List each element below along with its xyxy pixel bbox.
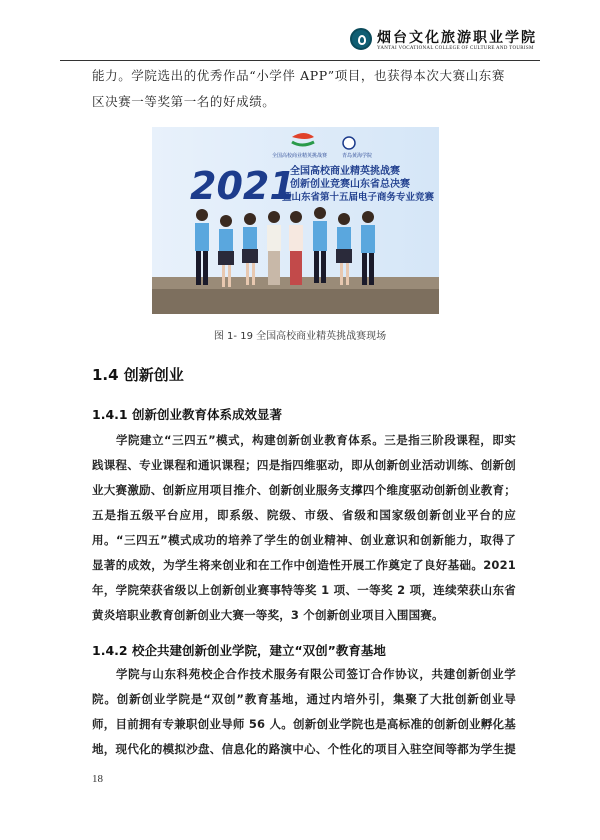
section-title: 1.4 创新创业 xyxy=(92,366,184,384)
subsection-1-paragraph: 学院建立“三四五”模式，构建创新创业教育体系。三是指三阶段课程，即实践课程、专业课程和通识课程；四是指四维驱动，即从创新创业活动训练、创新创业大赛激励、创新应用项目推介、创新创业服务支撑四个维度驱动创新创业教育；五是指五级平台应用，即系级、院级、市级、省级和国家级创新创业平台的应用。“三四五”模式成功的培养了学生的创业精神、创业意识和创新能力，取得了显著的成效，为学生将来创业和在工作中创造性开展工作奠定了良好基础。2021 年，学院荣获省级以上创新创业赛事特等奖 1 项、一等奖 2 项，连续荣获山东省黄炎培职业教育创新创业大赛一等奖，3 个创新创业项目入围国赛。 xyxy=(92,433,516,622)
subsection-1-title: 1.4.1 创新创业教育体系成效显著 xyxy=(92,407,282,422)
competition-photo xyxy=(152,127,439,314)
banner-line-3: 暨山东省第十五届电子商务专业竞赛 xyxy=(282,192,435,203)
banner-small-left: 全国高校商业精英挑战赛 xyxy=(272,153,328,159)
subsection-2-paragraph: 学院与山东科苑校企合作技术服务有限公司签订合作协议，共建创新创业学院。创新创业学院是“双创”教育基地，通过内培外引，集聚了大批创新创业导师，目前拥有专兼职创业导师 56 人。创新创业学院也是高标准的创新创业孵化基地，现代化的模拟沙盘、信息化的路演中心、个性化的项目入驻空间等都为学生提 xyxy=(92,667,516,756)
figure-caption: 图 1- 19 全国高校商业精英挑战赛现场 xyxy=(213,331,387,342)
school-name-cn: 烟台文化旅游职业学院 xyxy=(377,30,537,46)
page-header xyxy=(0,0,600,62)
subsection-2-title: 1.4.2 校企共建创新创业学院，建立“双创”教育基地 xyxy=(92,643,386,658)
banner-line-2: 创新创业竞赛山东省总决赛 xyxy=(290,179,410,190)
intro-paragraph: 能力。学院选出的优秀作品“小学伴 APP”项目，也获得本次大赛山东赛区决赛一等奖第一名的好成绩。 xyxy=(92,68,506,109)
school-name-en: YANTAI VOCATIONAL COLLEGE OF CULTURE AND TOURISM xyxy=(377,46,534,51)
page-number: 18 xyxy=(92,773,103,785)
school-logo-icon xyxy=(350,28,372,50)
banner-year: 2021 xyxy=(190,164,296,208)
header-divider xyxy=(60,60,540,61)
banner-small-right: 青岛黄海学院 xyxy=(342,153,373,159)
banner-line-1: 全国高校商业精英挑战赛 xyxy=(290,166,400,177)
university-logo-icon xyxy=(343,137,355,149)
